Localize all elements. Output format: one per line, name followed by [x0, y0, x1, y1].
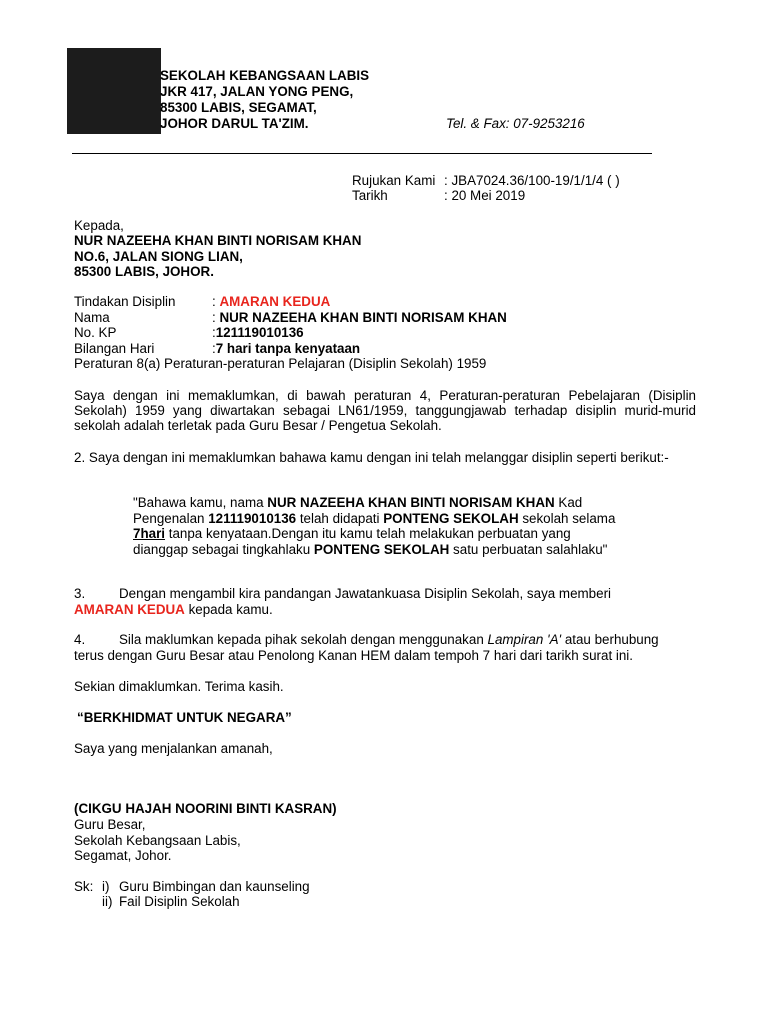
quote-text-1: "Bahawa kamu, nama — [133, 495, 268, 510]
quote-name: NUR NAZEEHA KHAN BINTI NORISAM KHAN — [267, 495, 555, 510]
quote-text-2: Kad Pengenalan — [133, 495, 583, 526]
greeting: Kepada, — [74, 218, 124, 233]
quote-ic: 121119010136 — [208, 510, 297, 526]
name-label: Nama — [74, 310, 110, 325]
cc-item-1-text: Guru Bimbingan dan kaunseling — [119, 879, 310, 894]
trust-line: Saya yang menjalankan amanah, — [74, 741, 273, 756]
quote-text-3: telah didapati — [296, 510, 384, 526]
attachment-reference: Lampiran 'A' — [487, 632, 562, 647]
recipient-address-1: NO.6, JALAN SIONG LIAN, — [74, 249, 243, 264]
action-label: Tindakan Disiplin — [74, 294, 176, 309]
paragraph-4-line-2: terus dengan Guru Besar atau Penolong Kanan HEM dalam tempoh 7 hari dari tarikh surat ini. — [74, 648, 634, 663]
quote-text-4: sekolah selama — [518, 510, 616, 526]
quote-offence-2: PONTENG SEKOLAH — [313, 541, 450, 557]
header-divider — [72, 153, 652, 154]
paragraph-4-text-b: atau berhubung — [561, 632, 659, 647]
paragraph-2: 2. Saya dengan ini memaklumkan bahawa kamu dengan ini telah melanggar disiplin seperti berikut:- — [74, 450, 669, 465]
paragraph-1: Saya dengan ini memaklumkan, di bawah peraturan 4, Peraturan-peraturan Pebelajaran (Disiplin Sekolah) 1959 yang diwartakan sebagai LN61/1959, tanggungjawab terhadap disiplin murid-murid sekolah adalah terletak pada Guru Besar / Pengetua Sekolah. — [74, 388, 696, 433]
signatory-school: Sekolah Kebangsaan Labis, — [74, 833, 241, 848]
motto: “BERKHIDMAT UNTUK NEGARA” — [77, 710, 292, 725]
cc-item-2-text: Fail Disiplin Sekolah — [119, 894, 240, 909]
school-crest-logo — [67, 48, 161, 134]
address-line-1: JKR 417, JALAN YONG PENG, — [160, 84, 354, 99]
date-value: : 20 Mei 2019 — [444, 188, 526, 203]
quote-text-6: satu perbuatan salahlaku" — [449, 541, 608, 557]
quote-offence-1: PONTENG SEKOLAH — [383, 510, 519, 526]
recipient-name: NUR NAZEEHA KHAN BINTI NORISAM KHAN — [74, 233, 362, 248]
paragraph-3-number: 3. — [74, 586, 86, 601]
cc-item-1-number: i) — [102, 879, 110, 894]
ic-label: No. KP — [74, 325, 117, 340]
signatory-location: Segamat, Johor. — [74, 848, 172, 863]
action-row — [212, 294, 330, 310]
days-label: Bilangan Hari — [74, 341, 155, 356]
days-colon: : — [212, 341, 216, 356]
signatory-name: (CIKGU HAJAH NOORINI BINTI KASRAN) — [74, 801, 337, 816]
name-colon: : — [212, 310, 220, 325]
offence-quote — [133, 495, 617, 557]
reference-value: : JBA7024.36/100-19/1/1/4 ( ) — [444, 173, 620, 188]
ic-row — [212, 325, 304, 341]
paragraph-4-line-1 — [119, 632, 659, 648]
closing: Sekian dimaklumkan. Terima kasih. — [74, 679, 284, 694]
paragraph-3-tail: kepada kamu. — [184, 602, 273, 617]
action-value: AMARAN KEDUA — [219, 294, 331, 309]
recipient-address-2: 85300 LABIS, JOHOR. — [74, 264, 214, 279]
paragraph-3-line-2 — [74, 602, 273, 618]
reference-label: Rujukan Kami — [352, 173, 436, 188]
paragraph-4-number: 4. — [74, 632, 86, 647]
ic-colon: : — [212, 325, 216, 340]
address-line-2: 85300 LABIS, SEGAMAT, — [160, 100, 317, 115]
regulation: Peraturan 8(a) Peraturan-peraturan Pelajaran (Disiplin Sekolah) 1959 — [74, 356, 487, 371]
action-colon: : — [212, 294, 220, 309]
date-label: Tarikh — [352, 188, 388, 203]
address-line-3: JOHOR DARUL TA'ZIM. — [160, 116, 309, 131]
quote-days: 7hari — [133, 526, 166, 541]
name-value: NUR NAZEEHA KHAN BINTI NORISAM KHAN — [219, 310, 507, 325]
quote-text-5: tanpa kenyataan.Dengan itu kamu telah melakukan perbuatan yang dianggap sebagai tingkahlaku — [133, 526, 571, 557]
paragraph-3-text: Dengan mengambil kira pandangan Jawatankuasa Disiplin Sekolah, saya memberi — [119, 586, 612, 601]
cc-label: Sk: — [74, 879, 94, 894]
paragraph-3-warning: AMARAN KEDUA — [74, 602, 185, 617]
days-value: 7 hari tanpa kenyataan — [215, 341, 361, 356]
tel-fax: Tel. & Fax: 07-9253216 — [446, 116, 585, 131]
name-row — [212, 310, 507, 326]
days-row — [212, 341, 360, 357]
cc-item-2-number: ii) — [102, 894, 113, 909]
signatory-title: Guru Besar, — [74, 817, 146, 832]
ic-value: 121119010136 — [215, 325, 304, 340]
school-name: SEKOLAH KEBANGSAAN LABIS — [160, 68, 370, 83]
paragraph-4-text-a: Sila maklumkan kepada pihak sekolah dengan menggunakan — [119, 632, 488, 647]
